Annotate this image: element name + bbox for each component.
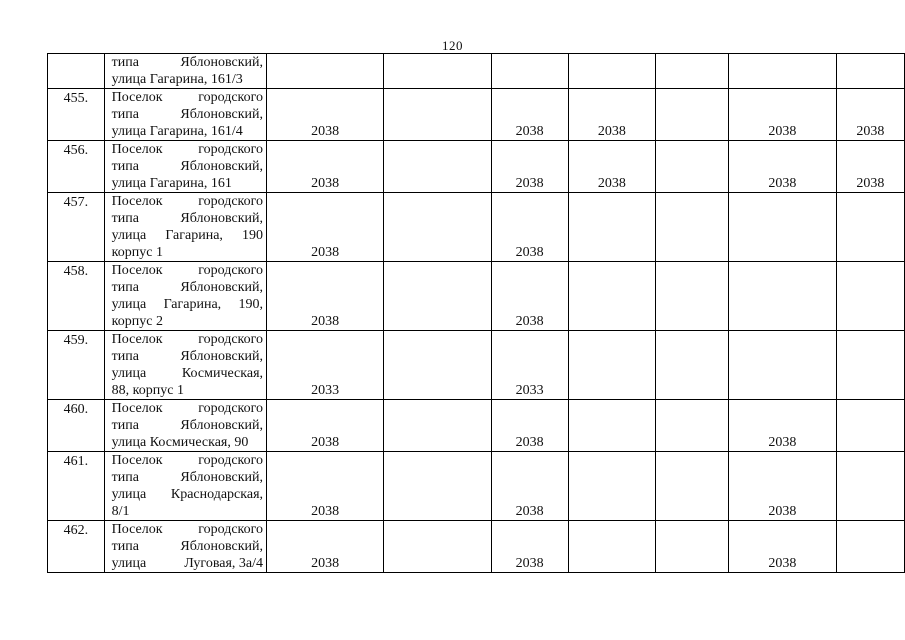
row-number: 461. — [48, 452, 105, 521]
year-cell — [568, 193, 655, 262]
row-number: 462. — [48, 521, 105, 573]
address-word: типа — [111, 539, 139, 554]
year-cell — [656, 452, 729, 521]
address-word: типа — [111, 280, 139, 295]
address-word: типа — [111, 349, 139, 364]
year-cell — [384, 193, 491, 262]
row-number: 457. — [48, 193, 105, 262]
address-line — [112, 434, 263, 451]
year-cell — [568, 54, 655, 89]
address-line — [112, 279, 263, 296]
address-line — [112, 158, 263, 175]
year-cell — [568, 521, 655, 573]
year-cell — [729, 331, 837, 400]
table-row — [48, 89, 905, 141]
year-cell: 2038 — [267, 452, 384, 521]
address-word: городского — [198, 401, 264, 416]
address-word: типа — [111, 211, 139, 226]
year-cell: 2038 — [267, 521, 384, 573]
address-word: городского — [198, 453, 264, 468]
address-word: типа — [111, 159, 139, 174]
year-cell — [656, 262, 729, 331]
address-word: городского — [198, 194, 264, 209]
year-cell: 2038 — [491, 521, 568, 573]
address-word: Поселок — [111, 263, 163, 278]
address-cell — [104, 452, 266, 521]
year-cell: 2038 — [836, 141, 904, 193]
year-cell: 2038 — [267, 193, 384, 262]
address-line — [112, 417, 263, 434]
address-word: 190, — [238, 297, 264, 312]
address-word: Краснодарская, — [170, 487, 264, 502]
address-word: городского — [198, 90, 264, 105]
year-cell: 2038 — [491, 400, 568, 452]
address-line — [112, 262, 263, 279]
address-word: Космическая, — [181, 366, 264, 381]
address-line — [112, 106, 263, 123]
address-word: улица Гагарина, 161/4 — [111, 124, 243, 139]
address-line — [112, 348, 263, 365]
address-cell — [104, 521, 266, 573]
address-word: Гагарина, — [165, 228, 223, 243]
year-cell — [491, 54, 568, 89]
address-word: Яблоновский, — [180, 55, 264, 70]
address-word: типа — [111, 470, 139, 485]
year-cell — [729, 262, 837, 331]
year-cell: 2033 — [267, 331, 384, 400]
address-word: улица Космическая, 90 — [111, 435, 249, 450]
table-row — [48, 141, 905, 193]
year-cell — [836, 452, 904, 521]
year-cell — [384, 452, 491, 521]
year-cell — [729, 193, 837, 262]
address-line — [112, 210, 263, 227]
year-cell: 2033 — [491, 331, 568, 400]
address-word: корпус 1 — [111, 245, 163, 260]
year-cell — [656, 521, 729, 573]
address-line — [112, 175, 263, 192]
address-line — [112, 54, 263, 71]
year-cell — [384, 262, 491, 331]
address-word: Яблоновский, — [180, 159, 264, 174]
year-cell: 2038 — [267, 262, 384, 331]
year-cell — [656, 193, 729, 262]
address-cell — [104, 193, 266, 262]
year-cell — [656, 54, 729, 89]
address-line — [112, 244, 263, 261]
address-word: 190 — [242, 228, 264, 243]
year-cell: 2038 — [729, 521, 837, 573]
year-cell — [384, 89, 491, 141]
address-word: городского — [198, 263, 264, 278]
address-word: Поселок — [111, 401, 163, 416]
address-word: типа — [111, 418, 139, 433]
row-number: 455. — [48, 89, 105, 141]
address-line — [112, 331, 263, 348]
year-cell: 2038 — [491, 141, 568, 193]
address-word: улица — [111, 556, 147, 571]
year-cell: 2038 — [836, 89, 904, 141]
address-line — [112, 469, 263, 486]
address-word: Поселок — [111, 90, 163, 105]
year-cell — [384, 54, 491, 89]
address-line — [112, 296, 263, 313]
address-cell — [104, 141, 266, 193]
address-line — [112, 141, 263, 158]
year-cell — [656, 331, 729, 400]
address-word: Поселок — [111, 453, 163, 468]
year-cell — [656, 400, 729, 452]
address-word: улица Гагарина, 161/3 — [111, 72, 243, 87]
address-word: Поселок — [111, 194, 163, 209]
address-line — [112, 227, 263, 244]
address-line — [112, 123, 263, 140]
year-cell — [836, 54, 904, 89]
address-word: Луговая, 3а/4 — [184, 556, 264, 571]
table-row — [48, 400, 905, 452]
address-word: Яблоновский, — [180, 539, 264, 554]
year-cell — [836, 400, 904, 452]
row-number: 460. — [48, 400, 105, 452]
year-cell — [656, 141, 729, 193]
address-word: Яблоновский, — [180, 211, 264, 226]
address-word: городского — [198, 142, 264, 157]
address-word: улица — [111, 487, 147, 502]
year-cell — [568, 400, 655, 452]
year-cell — [568, 262, 655, 331]
address-word: 88, корпус 1 — [111, 383, 184, 398]
address-word: городского — [198, 332, 264, 347]
address-cell — [104, 331, 266, 400]
row-number: 458. — [48, 262, 105, 331]
address-word: Гагарина, — [163, 297, 222, 312]
address-word: Яблоновский, — [180, 349, 264, 364]
year-cell: 2038 — [729, 89, 837, 141]
address-line — [112, 89, 263, 106]
year-cell — [384, 400, 491, 452]
address-word: Поселок — [111, 142, 163, 157]
page-number: 120 — [442, 38, 463, 53]
year-cell — [836, 262, 904, 331]
table-row — [48, 54, 905, 89]
year-cell: 2038 — [491, 452, 568, 521]
table-row — [48, 262, 905, 331]
year-cell — [568, 452, 655, 521]
address-cell — [104, 89, 266, 141]
address-cell — [104, 400, 266, 452]
table-row — [48, 452, 905, 521]
address-line — [112, 521, 263, 538]
address-word: улица — [111, 297, 147, 312]
year-cell — [836, 331, 904, 400]
address-line — [112, 71, 263, 88]
year-cell — [729, 54, 837, 89]
year-cell — [384, 141, 491, 193]
address-line — [112, 503, 263, 520]
year-cell — [656, 89, 729, 141]
year-cell: 2038 — [267, 400, 384, 452]
address-line — [112, 486, 263, 503]
address-line — [112, 313, 263, 330]
address-word: Яблоновский, — [180, 470, 264, 485]
address-word: типа — [111, 55, 139, 70]
address-word: типа — [111, 107, 139, 122]
address-cell — [104, 262, 266, 331]
document-table — [47, 53, 905, 573]
address-line — [112, 365, 263, 382]
address-line — [112, 555, 263, 572]
year-cell: 2038 — [267, 141, 384, 193]
row-number — [48, 54, 105, 89]
year-cell: 2038 — [491, 262, 568, 331]
address-word: 8/1 — [111, 504, 130, 519]
table-row — [48, 193, 905, 262]
address-word: Яблоновский, — [180, 418, 264, 433]
address-word: Поселок — [111, 522, 163, 537]
year-cell: 2038 — [729, 141, 837, 193]
address-line — [112, 452, 263, 469]
year-cell — [384, 331, 491, 400]
year-cell: 2038 — [568, 141, 655, 193]
address-word: Яблоновский, — [180, 107, 264, 122]
year-cell — [267, 54, 384, 89]
year-cell: 2038 — [267, 89, 384, 141]
address-word: Яблоновский, — [180, 280, 264, 295]
address-line — [112, 193, 263, 210]
address-word: улица Гагарина, 161 — [111, 176, 232, 191]
table-row — [48, 331, 905, 400]
address-word: улица — [111, 228, 147, 243]
year-cell: 2038 — [568, 89, 655, 141]
year-cell — [836, 193, 904, 262]
address-line — [112, 400, 263, 417]
row-number: 459. — [48, 331, 105, 400]
address-cell — [104, 54, 266, 89]
address-word: улица — [111, 366, 147, 381]
address-line — [112, 382, 263, 399]
row-number: 456. — [48, 141, 105, 193]
year-cell: 2038 — [491, 193, 568, 262]
year-cell — [384, 521, 491, 573]
year-cell: 2038 — [729, 400, 837, 452]
year-cell: 2038 — [729, 452, 837, 521]
year-cell — [568, 331, 655, 400]
table-row — [48, 521, 905, 573]
address-word: Поселок — [111, 332, 163, 347]
address-line — [112, 538, 263, 555]
year-cell: 2038 — [491, 89, 568, 141]
address-word: корпус 2 — [111, 314, 163, 329]
year-cell — [836, 521, 904, 573]
address-word: городского — [198, 522, 264, 537]
